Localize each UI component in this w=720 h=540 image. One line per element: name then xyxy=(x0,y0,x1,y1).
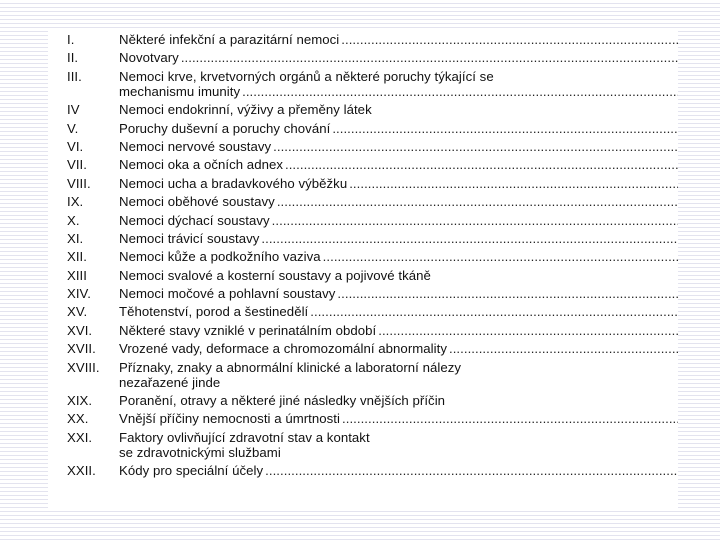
chapter-row xyxy=(48,393,678,408)
chapter-title-line: Nemoci močové a pohlavní soustavy xyxy=(119,286,336,302)
chapter-title xyxy=(119,360,678,390)
dot-leader xyxy=(308,304,678,319)
chapter-row xyxy=(48,463,678,478)
chapter-row xyxy=(48,323,678,338)
dot-leader xyxy=(340,411,678,426)
dot-leader xyxy=(179,50,678,65)
chapter-row xyxy=(48,341,678,356)
chapter-title xyxy=(119,176,678,191)
chapter-title xyxy=(119,102,678,117)
chapter-row xyxy=(48,176,678,191)
dot-leader xyxy=(259,231,678,246)
chapter-title xyxy=(119,139,678,154)
dot-leader xyxy=(330,121,678,136)
chapter-title-line: Faktory ovlivňující zdravotní stav a kontakt xyxy=(119,429,370,445)
chapter-row xyxy=(48,102,678,117)
chapter-title-line: Nemoci oběhové soustavy xyxy=(119,194,275,210)
chapter-row xyxy=(48,286,678,301)
chapter-row xyxy=(48,360,678,390)
chapter-title-line: Některé infekční a parazitární nemoci xyxy=(119,32,340,47)
chapter-title xyxy=(119,50,678,65)
chapter-title xyxy=(119,323,678,338)
chapter-title xyxy=(119,286,678,301)
chapter-title-line: Novotvary xyxy=(119,50,179,66)
chapter-title-line: Příznaky, znaky a abnormální klinické a laboratorní nálezy xyxy=(119,359,462,375)
chapter-title xyxy=(119,231,678,246)
chapter-title xyxy=(119,268,678,283)
chapter-title-line: Poranění, otravy a některé jiné následky vnějších příčin xyxy=(119,393,446,409)
chapter-number: XX. xyxy=(67,411,89,427)
chapter-row xyxy=(48,121,678,136)
chapter-title xyxy=(119,121,678,136)
chapter-number: III. xyxy=(67,68,82,84)
chapter-number: XIII xyxy=(67,267,87,283)
chapter-title-line: Některé stavy vzniklé v perinatálním období xyxy=(119,322,377,338)
chapter-title xyxy=(119,430,678,460)
chapter-title xyxy=(119,304,678,319)
chapter-title xyxy=(119,411,678,426)
chapter-number: II. xyxy=(67,50,79,66)
chapter-number: XIX. xyxy=(67,393,93,409)
dot-leader xyxy=(270,213,678,228)
chapter-number: VI. xyxy=(67,138,84,154)
chapter-number: V. xyxy=(67,120,79,136)
chapter-title-line: Nemoci svalové a kosterní soustavy a pojivové tkáně xyxy=(119,267,431,283)
chapter-number: XVIII. xyxy=(67,359,100,375)
chapter-title-line: Kódy pro speciální účely xyxy=(119,463,264,479)
chapter-title xyxy=(119,341,678,356)
dot-leader xyxy=(347,176,678,191)
chapter-number: XXII. xyxy=(67,463,96,479)
chapter-row xyxy=(48,430,678,460)
dot-leader xyxy=(275,194,678,209)
chapter-row xyxy=(48,139,678,154)
chapter-number: XXI. xyxy=(67,429,93,445)
chapter-row xyxy=(48,304,678,319)
chapter-row xyxy=(48,249,678,264)
chapter-title-line: nezařazené jinde xyxy=(119,374,221,390)
chapter-title-line: Nemoci oka a očních adnex xyxy=(119,157,283,173)
chapter-number: XVII. xyxy=(67,341,96,357)
dot-leader xyxy=(335,286,678,301)
chapter-title-line: Vrozené vady, deformace a chromozomální abnormality xyxy=(119,341,447,357)
chapter-number: X. xyxy=(67,212,80,228)
chapter-title-line: Nemoci nervové soustavy xyxy=(119,138,272,154)
dot-leader xyxy=(283,157,678,172)
dot-leader xyxy=(240,84,678,99)
dot-leader xyxy=(271,139,678,154)
chapter-number: VII. xyxy=(67,157,87,173)
chapter-row xyxy=(48,194,678,209)
document-page xyxy=(48,30,678,510)
chapter-title xyxy=(119,69,678,99)
chapter-title-line: Těhotenství, porod a šestinedělí xyxy=(119,304,309,320)
chapter-list xyxy=(48,30,678,478)
chapter-row xyxy=(48,213,678,228)
chapter-number: I. xyxy=(67,32,75,47)
chapter-number: XI. xyxy=(67,230,84,246)
chapter-title-line: Nemoci endokrinní, výživy a přeměny látek xyxy=(119,102,372,118)
chapter-row xyxy=(48,231,678,246)
chapter-number: XII. xyxy=(67,249,87,265)
chapter-title-line: se zdravotnickými službami xyxy=(119,444,281,460)
chapter-title-line: Nemoci trávicí soustavy xyxy=(119,230,260,246)
chapter-title-line: mechanismu imunity xyxy=(119,83,241,99)
chapter-number: XIV. xyxy=(67,286,91,302)
dot-leader xyxy=(339,32,678,47)
chapter-title xyxy=(119,393,678,408)
chapter-row xyxy=(48,411,678,426)
chapter-title-line: Vnější příčiny nemocnosti a úmrtnosti xyxy=(119,411,341,427)
chapter-title-line: Nemoci dýchací soustavy xyxy=(119,212,270,228)
chapter-title-line: Nemoci kůže a podkožního vaziva xyxy=(119,249,321,265)
dot-leader xyxy=(447,341,678,356)
chapter-row xyxy=(48,268,678,283)
chapter-number: IV xyxy=(67,102,80,118)
chapter-title xyxy=(119,32,678,47)
chapter-number: VIII. xyxy=(67,175,91,191)
chapter-title xyxy=(119,249,678,264)
chapter-title-line: Nemoci krve, krvetvorných orgánů a některé poruchy týkající se xyxy=(119,68,494,84)
dot-leader xyxy=(321,249,678,264)
chapter-number: IX. xyxy=(67,194,84,210)
chapter-row xyxy=(48,32,678,47)
chapter-title-line: Poruchy duševní a poruchy chování xyxy=(119,120,331,136)
chapter-title xyxy=(119,194,678,209)
chapter-title xyxy=(119,463,678,478)
chapter-title xyxy=(119,213,678,228)
chapter-number: XVI. xyxy=(67,322,93,338)
chapter-title-line: Nemoci ucha a bradavkového výběžku xyxy=(119,175,348,191)
chapter-row xyxy=(48,69,678,99)
dot-leader xyxy=(376,323,678,338)
chapter-number: XV. xyxy=(67,304,88,320)
chapter-row xyxy=(48,157,678,172)
chapter-row xyxy=(48,50,678,65)
dot-leader xyxy=(263,463,678,478)
chapter-title xyxy=(119,157,678,172)
